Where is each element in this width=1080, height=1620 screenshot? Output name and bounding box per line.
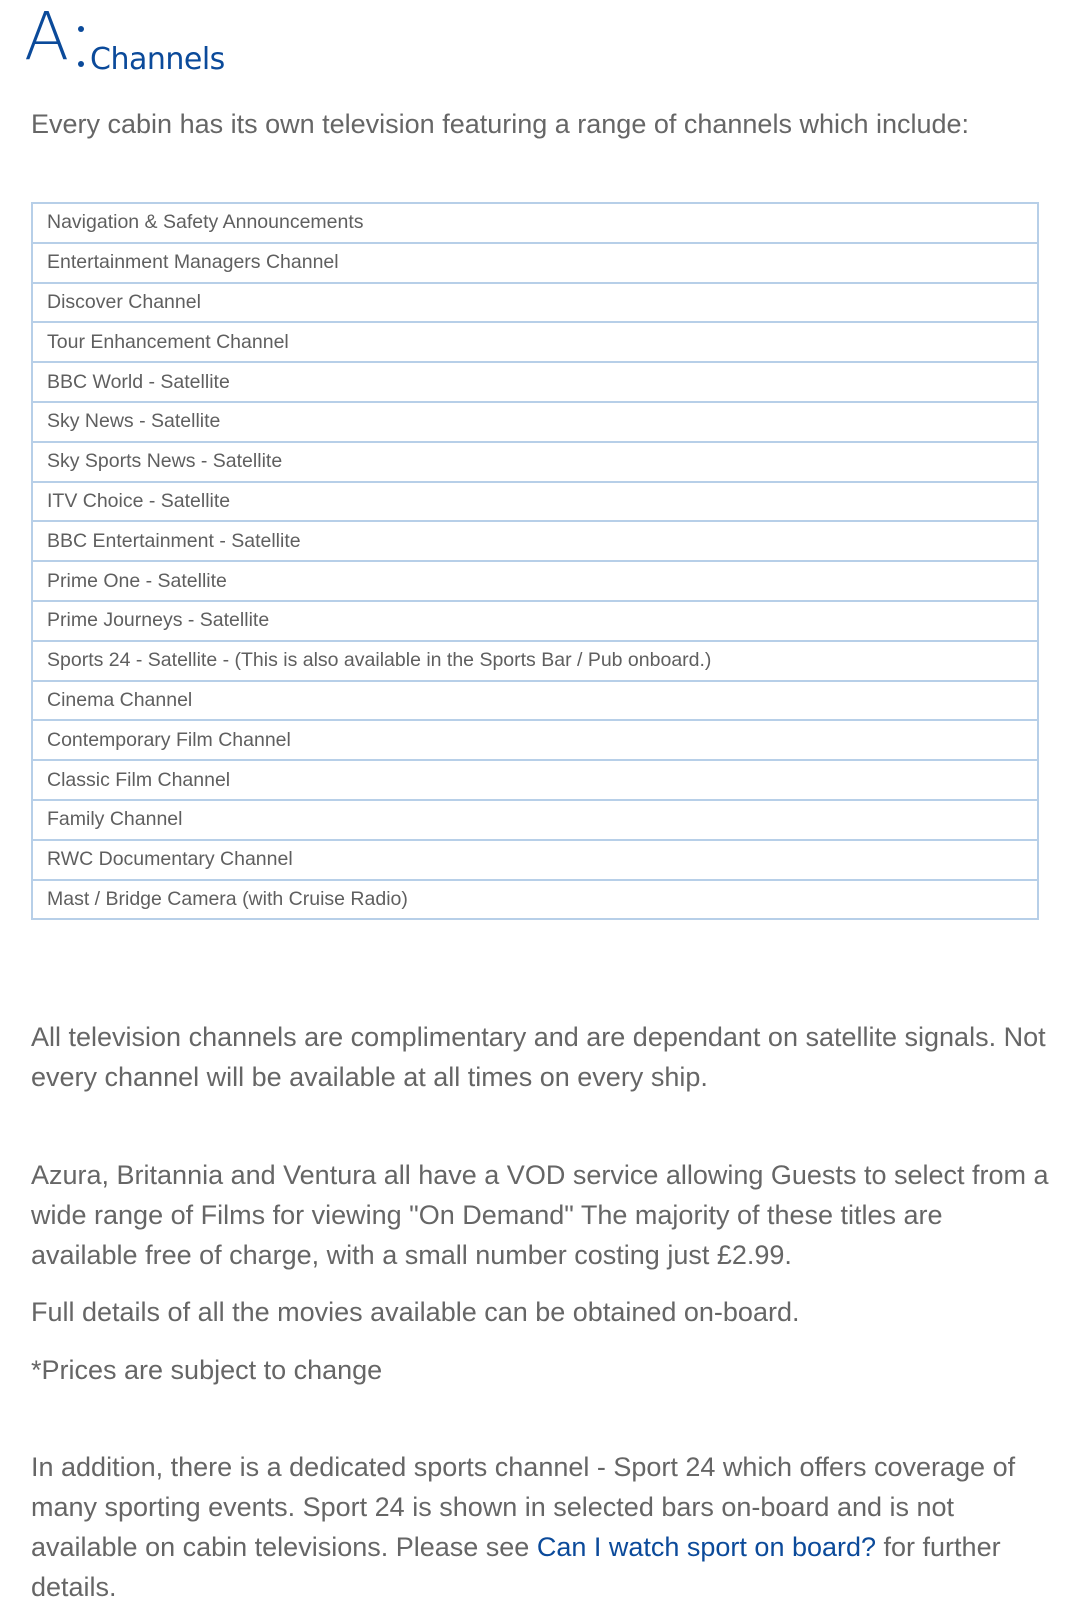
sport-text-before: In addition, there is a dedicated sports channel - Sport 24 which offers coverage of many sporting events. Sport 24 is shown in selected bars on-board and is not available on cabin televisions. Please see [31,1452,1016,1562]
channel-cell: Sports 24 - Satellite - (This is also available in the Sports Bar / Pub onboard.) [32,641,1038,681]
table-row [32,243,1038,283]
table-row [32,641,1038,681]
table-row [32,840,1038,880]
channel-cell: Sky News - Satellite [32,402,1038,442]
table-row [32,760,1038,800]
table-row [32,322,1038,362]
table-row [32,681,1038,721]
channel-cell: Prime Journeys - Satellite [32,601,1038,641]
table-row [32,720,1038,760]
intro-text: Every cabin has its own television featuring a range of channels which include: [31,109,970,139]
table-row [32,203,1038,243]
table-row [32,880,1038,920]
heading-letter: A [24,0,68,75]
channel-cell: Sky Sports News - Satellite [32,442,1038,482]
sport-paragraph [31,1447,1051,1607]
vod-paragraph: Azura, Britannia and Ventura all have a VOD service allowing Guests to select from a wide range of Films for viewing "On Demand" The majority of these titles are available free of charge, with a small number costing just £2.99. [31,1160,1049,1270]
channel-cell: Classic Film Channel [32,760,1038,800]
table-row [32,283,1038,323]
channel-cell: Contemporary Film Channel [32,720,1038,760]
channel-cell: Prime One - Satellite [32,561,1038,601]
heading-title: Channels [90,42,225,77]
table-row [32,521,1038,561]
channel-cell: RWC Documentary Channel [32,840,1038,880]
channel-cell: Discover Channel [32,283,1038,323]
channel-cell: Navigation & Safety Announcements [47,211,364,234]
table-row [32,482,1038,522]
complimentary-paragraph: All television channels are complimentary and are dependant on satellite signals. Not every channel will be available at all times on every ship. [31,1022,1046,1092]
colon-dot-icon [78,26,84,32]
channel-cell: BBC World - Satellite [32,362,1038,402]
table-row [32,442,1038,482]
watch-sport-link[interactable]: Can I watch sport on board? [536,1532,877,1562]
channel-cell: BBC Entertainment - Satellite [32,521,1038,561]
channels-table [31,202,1039,920]
prices-note: *Prices are subject to change [31,1355,383,1385]
channel-cell: ITV Choice - Satellite [32,482,1038,522]
table-row [32,601,1038,641]
colon-dot-icon [78,61,84,67]
table-row [32,362,1038,402]
table-row [32,561,1038,601]
details-paragraph: Full details of all the movies available can be obtained on-board. [31,1297,800,1327]
channel-cell: Family Channel [32,800,1038,840]
channel-cell: Cinema Channel [32,681,1038,721]
channel-cell: Entertainment Managers Channel [32,243,1038,283]
sport-text-after: for further details. [31,1532,1001,1602]
channel-cell: Mast / Bridge Camera (with Cruise Radio) [32,880,1038,920]
table-row [32,402,1038,442]
channel-cell: Tour Enhancement Channel [32,322,1038,362]
table-row [32,800,1038,840]
